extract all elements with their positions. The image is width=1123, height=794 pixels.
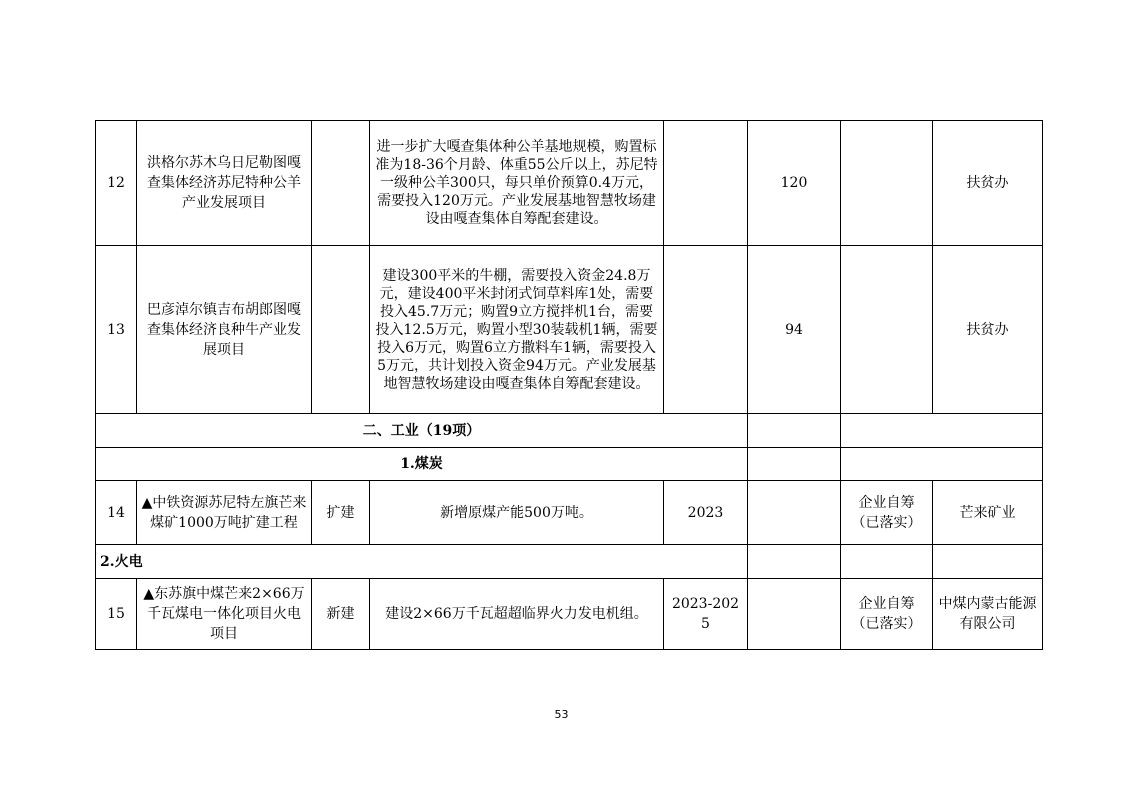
construction-type: 新建 <box>312 579 370 650</box>
construction-type: 扩建 <box>312 481 370 545</box>
responsible-unit: 中煤内蒙古能源有限公司 <box>933 579 1043 650</box>
section-row <box>96 414 1043 448</box>
investment <box>748 579 841 650</box>
table-row <box>96 481 1043 545</box>
funding-source: 企业自筹（已落实） <box>841 481 933 545</box>
project-name: ▲东苏旗中煤芒来2×66万千瓦煤电一体化项目火电项目 <box>137 579 312 650</box>
construction-type <box>312 121 370 246</box>
empty-cell <box>841 414 1043 448</box>
funding-source: 企业自筹（已落实） <box>841 579 933 650</box>
project-name: 巴彦淖尔镇吉布胡郎图嘎查集体经济良种牛产业发展项目 <box>137 246 312 414</box>
funding-source <box>841 121 933 246</box>
responsible-unit: 扶贫办 <box>933 121 1043 246</box>
construction-period <box>664 246 748 414</box>
row-number: 14 <box>96 481 137 545</box>
project-content: 新增原煤产能500万吨。 <box>370 481 664 545</box>
subsection-row <box>96 545 1043 579</box>
empty-cell <box>748 545 841 579</box>
project-content: 进一步扩大嘎查集体种公羊基地规模，购置标准为18-36个月龄、体重55公斤以上，苏尼特一级种公羊300只，每只单价预算0.4万元，需要投入120万元。产业发展基地智慧牧场建设由嘎查集体自筹配套建设。 <box>370 121 664 246</box>
funding-source <box>841 246 933 414</box>
responsible-unit: 扶贫办 <box>933 246 1043 414</box>
investment: 94 <box>748 246 841 414</box>
investment <box>748 481 841 545</box>
row-number: 15 <box>96 579 137 650</box>
project-content: 建设300平米的牛棚，需要投入资金24.8万元，建设400平米封闭式饲草料库1处，需要投入45.7万元；购置9立方搅拌机1台，需要投入12.5万元，购置小型30装载机1辆，需要投入6万元，购置6立方撒料车1辆，需要投入5万元，共计划投入资金94万元。产业发展基地智慧牧场建设由嘎查集体自筹配套建设。 <box>370 246 664 414</box>
construction-period <box>664 121 748 246</box>
construction-period: 2023-2025 <box>664 579 748 650</box>
row-number: 13 <box>96 246 137 414</box>
investment: 120 <box>748 121 841 246</box>
responsible-unit: 芒来矿业 <box>933 481 1043 545</box>
section-heading: 二、工业（19项） <box>96 414 748 448</box>
empty-cell <box>748 414 841 448</box>
construction-period: 2023 <box>664 481 748 545</box>
table-row <box>96 121 1043 246</box>
subsection-heading: 1.煤炭 <box>96 448 748 481</box>
empty-cell <box>841 545 933 579</box>
page-number: 53 <box>554 708 569 721</box>
project-name: 洪格尔苏木乌日尼勒图嘎查集体经济苏尼特种公羊产业发展项目 <box>137 121 312 246</box>
subsection-heading: 2.火电 <box>96 545 748 579</box>
row-number: 12 <box>96 121 137 246</box>
empty-cell <box>748 448 841 481</box>
table-row <box>96 579 1043 650</box>
project-name: ▲中铁资源苏尼特左旗芒来煤矿1000万吨扩建工程 <box>137 481 312 545</box>
empty-cell <box>841 448 1043 481</box>
empty-cell <box>933 545 1043 579</box>
construction-type <box>312 246 370 414</box>
project-content: 建设2×66万千瓦超超临界火力发电机组。 <box>370 579 664 650</box>
table-row <box>96 246 1043 414</box>
subsection-row <box>96 448 1043 481</box>
project-table <box>95 120 1043 650</box>
